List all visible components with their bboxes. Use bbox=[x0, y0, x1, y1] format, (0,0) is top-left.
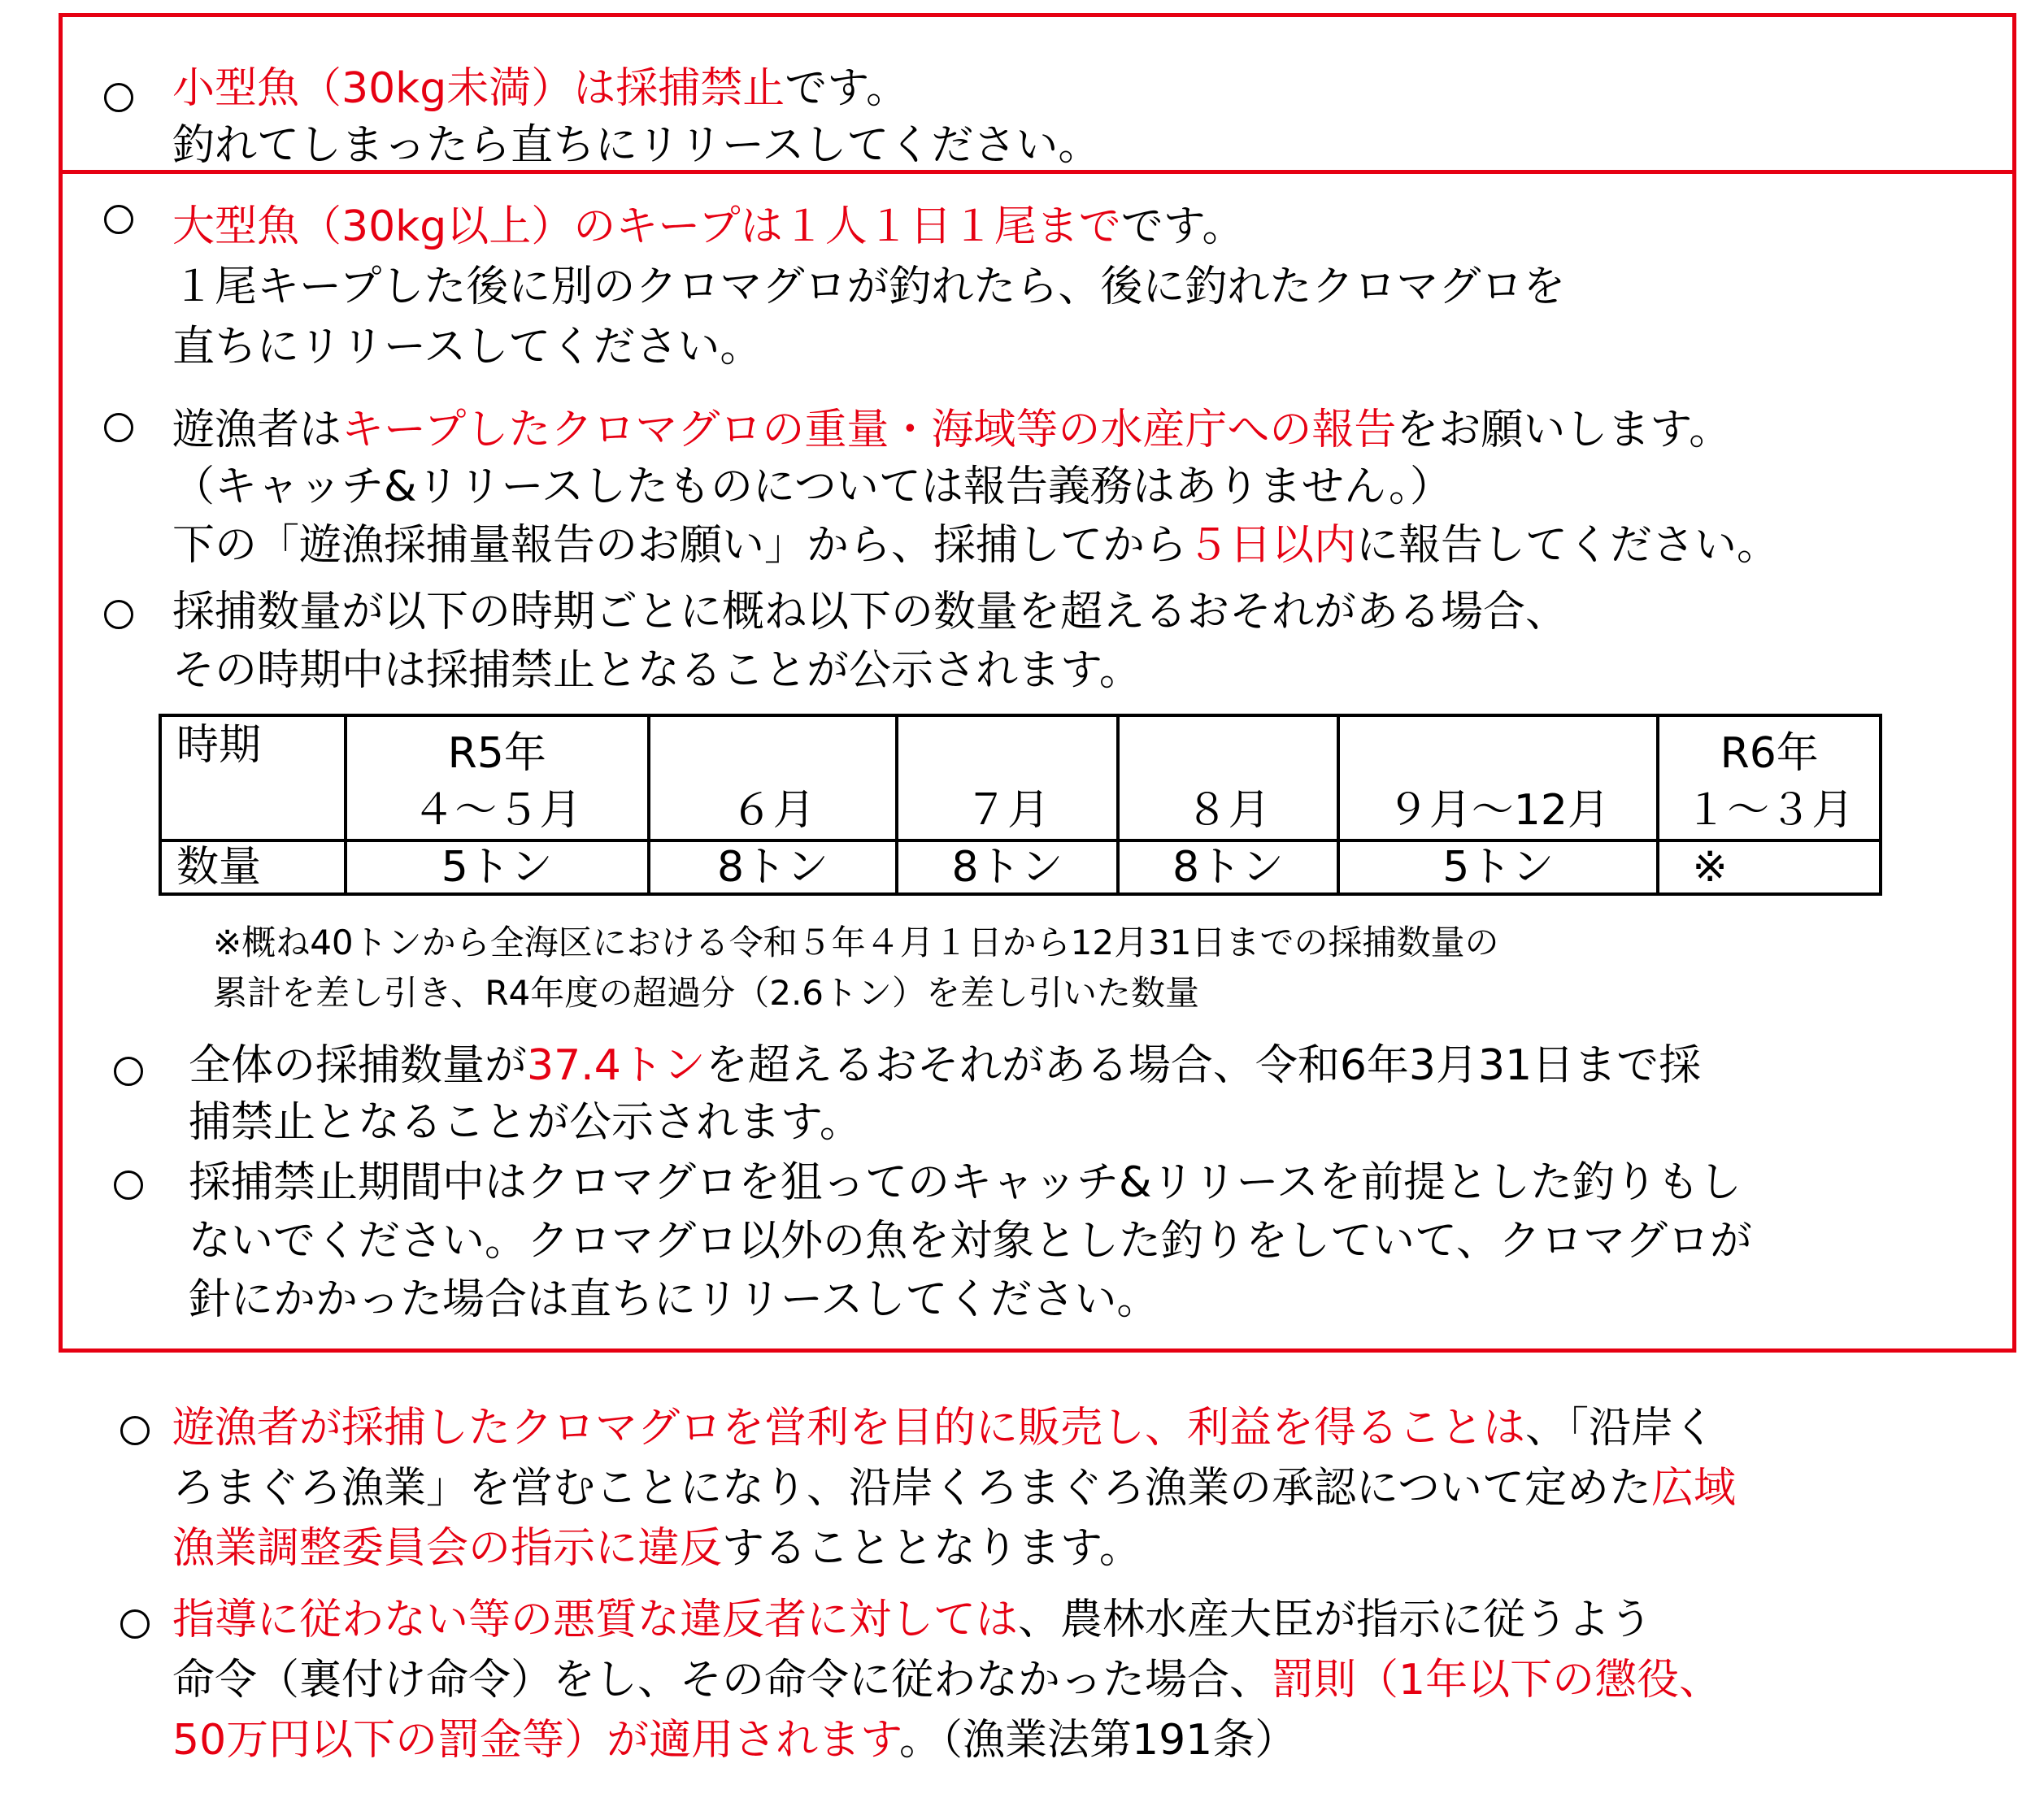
quantity-cell: 8トン bbox=[897, 840, 1117, 894]
small-fish-rule-line1 bbox=[172, 60, 908, 117]
sales-rule-line3 bbox=[172, 1520, 1142, 1577]
total-quota-rule-line1 bbox=[189, 1037, 1701, 1094]
quota-rule-line2: その時期中は採捕禁止となることが公示されます。 bbox=[172, 646, 1142, 695]
emphasis-text: 37.4トン bbox=[527, 1041, 706, 1090]
bullet-circle-icon bbox=[120, 1609, 150, 1639]
table-row-periods bbox=[160, 715, 1881, 840]
emphasis-text: 広域 bbox=[1650, 1464, 1736, 1513]
total-quota-rule-line2: 捕禁止となることが公示されます。 bbox=[189, 1098, 862, 1147]
emphasis-text: 小型魚（30kg未満）は採捕禁止 bbox=[172, 64, 785, 113]
quantity-cell: 8トン bbox=[1118, 840, 1338, 894]
emphasis-text: 50万円以下の罰金等）が適用されます bbox=[172, 1716, 900, 1765]
emphasis-text: 罰則（1年以下の懲役、 bbox=[1272, 1656, 1722, 1705]
body-text: をお願いします。 bbox=[1396, 406, 1732, 454]
penalty-rule-line3 bbox=[172, 1712, 1297, 1769]
table-footnote-line1: ※概ね40トンから全海区における令和５年４月１日から12月31日までの採捕数量の bbox=[213, 923, 1499, 962]
quota-rule-line1: 採捕数量が以下の時期ごとに概ね以下の数量を超えるおそれがある場合、 bbox=[172, 588, 1568, 636]
emphasis-text: 遊漁者が採捕したクロマグロを営利を目的に販売し、利益を得ることは bbox=[172, 1404, 1526, 1453]
closure-rule-line1: 採捕禁止期間中はクロマグロを狙ってのキャッチ&リリースを前提とした釣りもし bbox=[189, 1158, 1742, 1207]
bullet-circle-icon bbox=[104, 413, 133, 442]
sales-rule-line2 bbox=[172, 1460, 1736, 1517]
bullet-circle-icon bbox=[104, 83, 133, 112]
quantity-header: 数量 bbox=[160, 840, 346, 894]
period-header: 時期 bbox=[160, 715, 346, 840]
body-text: 命令（裏付け命令）をし、その命令に従わなかった場合、 bbox=[172, 1656, 1272, 1705]
bullet-circle-icon bbox=[104, 600, 133, 629]
emphasis-text: 大型魚（30kg以上）のキープは１人１日１尾まで bbox=[172, 202, 1121, 251]
body-text: 、「沿岸く bbox=[1525, 1404, 1716, 1453]
sales-rule-line1 bbox=[172, 1400, 1716, 1457]
table-footnote-line2: 累計を差し引き、R4年度の超過分（2.6トン）を差し引いた数量 bbox=[213, 973, 1200, 1013]
body-text: です。 bbox=[785, 64, 909, 113]
emphasis-text: ５日以内 bbox=[1187, 521, 1357, 570]
closure-rule-line2: ないでください。クロマグロ以外の魚を対象とした釣りをしていて、クロマグロが bbox=[189, 1217, 1752, 1266]
body-text: することとなります。 bbox=[722, 1524, 1142, 1573]
quantity-cell: ※ bbox=[1658, 840, 1881, 894]
quota-schedule-table bbox=[159, 714, 1882, 896]
emphasis-text: キープしたクロマグロの重量・海域等の水産庁への報告 bbox=[341, 406, 1397, 454]
body-text: を超えるおそれがある場合、令和6年3月31日まで採 bbox=[705, 1041, 1702, 1090]
closure-rule-line3: 針にかかった場合は直ちにリリースしてください。 bbox=[189, 1275, 1159, 1324]
body-text: に報告してください。 bbox=[1356, 521, 1780, 570]
quantity-cell: 5トン bbox=[1338, 840, 1658, 894]
report-rule-line3 bbox=[172, 517, 1779, 574]
body-text: 遊漁者は bbox=[172, 406, 342, 454]
large-fish-rule-line1 bbox=[172, 198, 1245, 255]
bullet-circle-icon bbox=[120, 1416, 150, 1445]
body-text: 、農林水産大臣が指示に従うよう bbox=[1018, 1596, 1653, 1644]
large-fish-rule-line3: 直ちにリリースしてください。 bbox=[172, 323, 763, 371]
body-text: 。（漁業法第191条） bbox=[899, 1716, 1298, 1765]
penalty-rule-line2 bbox=[172, 1652, 1721, 1709]
period-cell: R5年 ４～５月 bbox=[346, 715, 649, 840]
small-fish-rule-line2: 釣れてしまったら直ちにリリースしてください。 bbox=[172, 121, 1101, 170]
large-fish-rule-line2: １尾キープした後に別のクロマグロが釣れたら、後に釣れたクロマグロを bbox=[172, 263, 1566, 311]
body-text: です。 bbox=[1120, 202, 1245, 251]
quantity-cell: 5トン bbox=[346, 840, 649, 894]
emphasis-text: 漁業調整委員会の指示に違反 bbox=[172, 1524, 723, 1573]
table-row-quantities bbox=[160, 840, 1881, 894]
body-text: 全体の採捕数量が bbox=[189, 1041, 528, 1090]
period-cell: ８月 bbox=[1118, 715, 1338, 840]
body-text: ろまぐろ漁業」を営むことになり、沿岸くろまぐろ漁業の承認について定めた bbox=[172, 1464, 1651, 1513]
period-cell: R6年 １～３月 bbox=[1658, 715, 1881, 840]
emphasis-text: 指導に従わない等の悪質な違反者に対しては bbox=[172, 1596, 1019, 1644]
period-cell: ９月～12月 bbox=[1338, 715, 1658, 840]
penalty-rule-line1 bbox=[172, 1592, 1652, 1648]
period-cell: ６月 bbox=[649, 715, 897, 840]
bullet-circle-icon bbox=[114, 1057, 143, 1086]
bullet-circle-icon bbox=[114, 1170, 143, 1200]
report-rule-line1 bbox=[172, 402, 1731, 458]
quantity-cell: 8トン bbox=[649, 840, 897, 894]
report-rule-line2: （キャッチ&リリースしたものについては報告義務はありません。） bbox=[172, 463, 1453, 511]
period-cell: ７月 bbox=[897, 715, 1117, 840]
bullet-circle-icon bbox=[104, 205, 133, 234]
body-text: 下の「遊漁採捕量報告のお願い」から、採捕してから bbox=[172, 521, 1188, 570]
